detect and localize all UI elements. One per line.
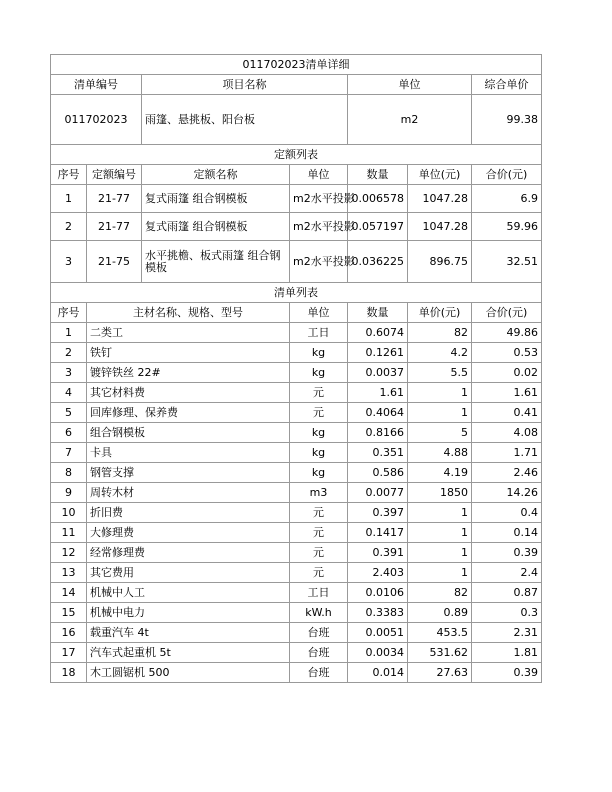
quota-header-unit: 单位 [290,165,348,185]
list-unit: 工日 [290,583,348,603]
quota-row [51,185,542,213]
list-total: 1.61 [472,383,542,403]
header-price: 综合单价 [472,75,542,95]
list-total: 14.26 [472,483,542,503]
quota-section-title: 定额列表 [51,145,542,165]
list-price: 4.19 [408,463,472,483]
quota-qty: 0.006578 [348,185,408,213]
detail-table [50,54,542,683]
list-no: 18 [51,663,87,683]
quota-header-name: 定额名称 [142,165,290,185]
list-name: 二类工 [87,323,290,343]
list-price: 0.89 [408,603,472,623]
list-unit: kg [290,463,348,483]
list-row [51,523,542,543]
quota-qty: 0.036225 [348,241,408,283]
list-name: 大修理费 [87,523,290,543]
list-price: 1 [408,403,472,423]
list-name: 组合钢模板 [87,423,290,443]
list-no: 6 [51,423,87,443]
list-header-name: 主材名称、规格、型号 [87,303,290,323]
list-no: 2 [51,343,87,363]
list-unit: 元 [290,403,348,423]
list-qty: 0.4064 [348,403,408,423]
list-row [51,623,542,643]
list-price: 82 [408,323,472,343]
list-row [51,643,542,663]
table-title: 011702023清单详细 [51,55,542,75]
list-section-title: 清单列表 [51,283,542,303]
list-name: 汽车式起重机 5t [87,643,290,663]
list-qty: 0.586 [348,463,408,483]
list-total: 0.4 [472,503,542,523]
list-no: 9 [51,483,87,503]
list-qty: 0.014 [348,663,408,683]
list-no: 5 [51,403,87,423]
list-name: 铁钉 [87,343,290,363]
list-total: 0.41 [472,403,542,423]
list-qty: 0.1417 [348,523,408,543]
list-price: 1 [408,563,472,583]
list-price: 5.5 [408,363,472,383]
quota-code: 21-77 [87,185,142,213]
list-unit: 台班 [290,643,348,663]
list-total: 0.39 [472,543,542,563]
list-total: 1.81 [472,643,542,663]
list-unit: 元 [290,383,348,403]
list-total: 2.4 [472,563,542,583]
list-total: 0.39 [472,663,542,683]
list-unit: 元 [290,543,348,563]
list-no: 3 [51,363,87,383]
quota-price: 1047.28 [408,213,472,241]
list-unit: 台班 [290,663,348,683]
quota-price: 896.75 [408,241,472,283]
quota-price: 1047.28 [408,185,472,213]
list-no: 14 [51,583,87,603]
quota-header-price: 单位(元) [408,165,472,185]
quota-header-total: 合价(元) [472,165,542,185]
list-price: 27.63 [408,663,472,683]
list-qty: 0.397 [348,503,408,523]
list-unit: 工日 [290,323,348,343]
list-no: 8 [51,463,87,483]
list-no: 17 [51,643,87,663]
list-row [51,443,542,463]
list-unit: 台班 [290,623,348,643]
list-no: 4 [51,383,87,403]
item-name: 雨篷、悬挑板、阳台板 [142,95,348,145]
list-no: 11 [51,523,87,543]
quota-name: 复式雨篷 组合钢模板 [142,185,290,213]
list-price: 4.2 [408,343,472,363]
quota-no: 2 [51,213,87,241]
list-price: 82 [408,583,472,603]
list-row [51,543,542,563]
item-code: 011702023 [51,95,142,145]
list-qty: 0.3383 [348,603,408,623]
list-unit: 元 [290,503,348,523]
list-qty: 0.0077 [348,483,408,503]
list-total: 0.3 [472,603,542,623]
list-row [51,383,542,403]
list-header-unit: 单位 [290,303,348,323]
item-price: 99.38 [472,95,542,145]
quota-no: 1 [51,185,87,213]
list-no: 10 [51,503,87,523]
list-row [51,603,542,623]
list-qty: 0.8166 [348,423,408,443]
list-row [51,583,542,603]
list-qty: 0.6074 [348,323,408,343]
list-no: 15 [51,603,87,623]
list-total: 0.87 [472,583,542,603]
list-header-total: 合价(元) [472,303,542,323]
list-price: 5 [408,423,472,443]
list-name: 卡具 [87,443,290,463]
quota-code: 21-77 [87,213,142,241]
list-row [51,663,542,683]
quota-qty: 0.057197 [348,213,408,241]
list-row [51,463,542,483]
list-unit: kg [290,343,348,363]
list-header-qty: 数量 [348,303,408,323]
list-name: 钢管支撑 [87,463,290,483]
list-total: 2.46 [472,463,542,483]
list-unit: kg [290,363,348,383]
list-qty: 0.351 [348,443,408,463]
quota-unit: m2水平投影 [290,241,348,283]
list-price: 4.88 [408,443,472,463]
quota-header-no: 序号 [51,165,87,185]
quota-name: 水平挑檐、板式雨篷 组合钢模板 [142,241,290,283]
list-price: 1 [408,543,472,563]
list-row [51,483,542,503]
quota-header-code: 定额编号 [87,165,142,185]
header-code: 清单编号 [51,75,142,95]
list-row [51,363,542,383]
list-qty: 0.391 [348,543,408,563]
list-no: 16 [51,623,87,643]
quota-row [51,241,542,283]
list-total: 0.53 [472,343,542,363]
list-name: 机械中人工 [87,583,290,603]
list-qty: 0.0106 [348,583,408,603]
list-qty: 0.0037 [348,363,408,383]
list-total: 2.31 [472,623,542,643]
list-name: 镀锌铁丝 22# [87,363,290,383]
list-price: 1850 [408,483,472,503]
list-name: 周转木材 [87,483,290,503]
list-no: 1 [51,323,87,343]
quota-total: 59.96 [472,213,542,241]
list-header-no: 序号 [51,303,87,323]
list-price: 531.62 [408,643,472,663]
list-total: 49.86 [472,323,542,343]
quota-row [51,213,542,241]
list-qty: 0.0051 [348,623,408,643]
quota-no: 3 [51,241,87,283]
item-unit: m2 [348,95,472,145]
quota-unit: m2水平投影 [290,185,348,213]
list-unit: m3 [290,483,348,503]
list-price: 453.5 [408,623,472,643]
list-price: 1 [408,383,472,403]
list-qty: 1.61 [348,383,408,403]
list-header-row [51,303,542,323]
list-row [51,563,542,583]
quota-name: 复式雨篷 组合钢模板 [142,213,290,241]
list-no: 13 [51,563,87,583]
list-unit: 元 [290,563,348,583]
list-total: 0.02 [472,363,542,383]
list-total: 4.08 [472,423,542,443]
list-name: 其它费用 [87,563,290,583]
list-name: 折旧费 [87,503,290,523]
list-header-price: 单价(元) [408,303,472,323]
list-no: 7 [51,443,87,463]
list-row [51,343,542,363]
list-qty: 0.1261 [348,343,408,363]
list-row [51,503,542,523]
list-row [51,323,542,343]
list-name: 经常修理费 [87,543,290,563]
quota-header-row [51,165,542,185]
list-row [51,423,542,443]
header-unit: 单位 [348,75,472,95]
list-name: 回库修理、保养费 [87,403,290,423]
quota-total: 6.9 [472,185,542,213]
list-total: 0.14 [472,523,542,543]
header-name: 项目名称 [142,75,348,95]
list-unit: kW.h [290,603,348,623]
list-name: 其它材料费 [87,383,290,403]
list-name: 机械中电力 [87,603,290,623]
quota-code: 21-75 [87,241,142,283]
quota-total: 32.51 [472,241,542,283]
list-name: 木工圆锯机 500 [87,663,290,683]
list-unit: kg [290,443,348,463]
list-qty: 0.0034 [348,643,408,663]
list-row [51,403,542,423]
list-total: 1.71 [472,443,542,463]
list-no: 12 [51,543,87,563]
list-name: 载重汽车 4t [87,623,290,643]
list-qty: 2.403 [348,563,408,583]
list-price: 1 [408,523,472,543]
quota-header-qty: 数量 [348,165,408,185]
list-unit: 元 [290,523,348,543]
list-price: 1 [408,503,472,523]
quota-unit: m2水平投影 [290,213,348,241]
list-unit: kg [290,423,348,443]
